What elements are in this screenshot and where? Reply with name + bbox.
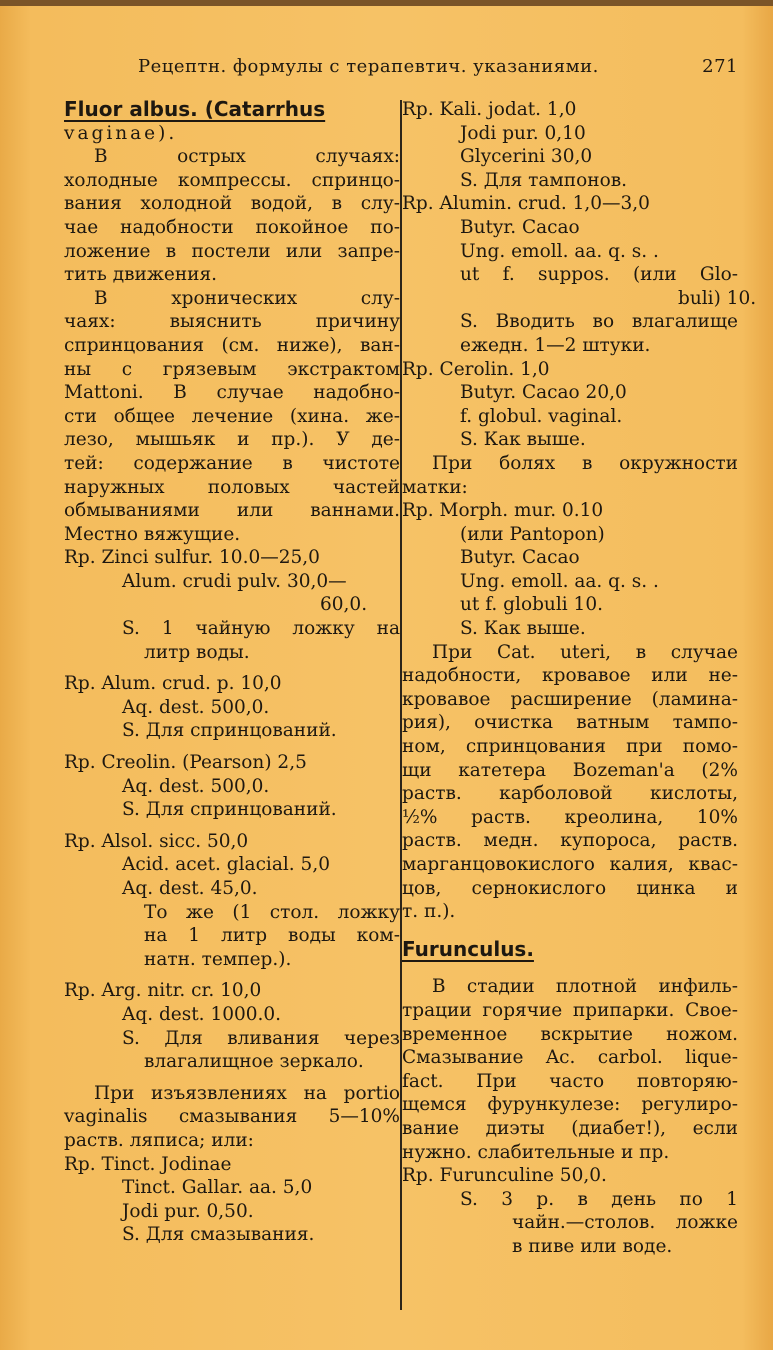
text-line: рия), очистка ватным тампо-	[402, 712, 738, 734]
running-header	[138, 56, 738, 77]
text-line: чае надобности покойное по-	[64, 216, 400, 238]
text-line: При изъязвлениях на portio	[94, 1082, 400, 1104]
text-line: (или Pantopon)	[460, 523, 605, 545]
text-line: раств. ляписа; или:	[64, 1129, 254, 1151]
text-line: Rp. Alum. crud. p. 10,0	[64, 673, 282, 695]
text-line: Aq. dest. 500,0.	[122, 696, 270, 718]
text-line: ½% раств. креолина, 10%	[402, 806, 738, 828]
section-heading: Furunculus.	[402, 936, 534, 961]
text-line: Rp. Alumin. crud. 1,0—3,0	[402, 193, 650, 215]
text-line: Ung. emoll. aa. q. s. .	[460, 240, 659, 262]
text-line: чаях: выяснить причину	[64, 311, 400, 333]
text-line: 60,0.	[320, 594, 368, 616]
text-line: В стадии плотной инфиль-	[432, 976, 738, 998]
right-column	[402, 98, 757, 1259]
text-line: fact. При часто повторяю-	[402, 1070, 738, 1092]
text-line: вания холодной водой, в слу-	[64, 193, 400, 215]
text-line: Alum. crudi pulv. 30,0—	[122, 570, 347, 592]
text-line: В хронических слу-	[94, 287, 400, 309]
text-line: щемся фурункулезе: регулиро-	[402, 1094, 738, 1116]
text-line: Aq. dest. 1000.0.	[122, 1003, 282, 1025]
text-line: кровавое расширение (ламина-	[402, 688, 738, 710]
text-line: Rp. Furunculine 50,0.	[402, 1165, 607, 1187]
text-line: Tinct. Gallar. aa. 5,0	[122, 1177, 313, 1199]
line-gap	[64, 743, 400, 751]
text-line: S. Для смазывания.	[122, 1224, 315, 1246]
text-line: Aq. dest. 500,0.	[122, 775, 270, 797]
text-line: натн. темпер.).	[144, 948, 292, 970]
text-line: То же (1 стол. ложку	[144, 901, 400, 923]
text-line: ном, спринцования при помо-	[402, 736, 738, 758]
text-line: матки:	[402, 476, 468, 498]
text-line: В острых случаях:	[94, 146, 400, 168]
text-line: наружных половых частей	[64, 476, 400, 498]
text-line: спринцования (см. ниже), ван-	[64, 334, 400, 356]
text-line: Rp. Tinct. Jodinae	[64, 1153, 232, 1175]
text-line: щи катетера Bozeman'a (2%	[402, 759, 738, 781]
text-line: S. Для вливания через	[122, 1027, 400, 1049]
section-heading: Fluor albus. (Catarrhus	[64, 97, 326, 121]
text-line: S. Как выше.	[460, 429, 586, 451]
text-line: Butyr. Cacao 20,0	[460, 382, 627, 404]
text-line: vaginae).	[64, 122, 178, 144]
left-column	[64, 98, 400, 1247]
line-gap	[402, 961, 738, 975]
text-line: ны с грязевым экстрактом	[64, 358, 400, 380]
text-line: временное вскрытие ножом.	[402, 1023, 738, 1045]
page-number: 271	[702, 56, 738, 77]
text-line: обмываниями или ваннами.	[64, 500, 400, 522]
text-line: Jodi pur. 0,50.	[122, 1200, 254, 1222]
text-line: сти общее лечение (хина. же-	[64, 405, 400, 427]
text-line: S. Для спринцований.	[122, 799, 337, 821]
text-line: Ung. emoll. aa. q. s. .	[460, 570, 659, 592]
text-line: влагалищное зеркало.	[144, 1051, 364, 1073]
text-line: Glycerini 30,0	[460, 146, 593, 168]
text-line: холодные компрессы. спринцо-	[64, 169, 400, 191]
text-line: в пиве или воде.	[512, 1235, 673, 1257]
running-title: Рецептн. формулы с терапевтич. указаниями.	[138, 56, 599, 77]
text-line: Acid. acet. glacial. 5,0	[122, 854, 330, 876]
text-line: раств. карболовой кислоты,	[402, 783, 738, 805]
text-line: Jodi pur. 0,10	[460, 122, 586, 144]
text-line: Местно вяжущие.	[64, 523, 241, 545]
text-line: vaginalis смазывания 5—10%	[64, 1106, 400, 1128]
page-top-edge	[0, 0, 773, 6]
text-line: Смазывание Ac. carbol. lique-	[402, 1047, 738, 1069]
text-line: трации горячие припарки. Свое-	[402, 999, 738, 1021]
text-line: S. Как выше.	[460, 618, 586, 640]
text-line: лезо, мышьяк и пр.). У де-	[64, 429, 400, 451]
line-gap	[64, 1074, 400, 1082]
text-line: марганцовокислого калия, квас-	[402, 854, 738, 875]
text-line: нужно. слабительные и пр.	[402, 1141, 670, 1163]
text-line: Rp. Cerolin. 1,0	[402, 358, 550, 380]
text-line: тей: содержание в чистоте	[64, 452, 400, 474]
text-line: Rp. Morph. mur. 0.10	[402, 500, 604, 522]
text-line: на 1 литр воды ком-	[144, 925, 400, 947]
text-line: Aq. dest. 45,0.	[122, 878, 258, 899]
text-line: ложение в постели или запре-	[64, 240, 400, 262]
text-line: надобности, кровавое или не-	[402, 665, 738, 687]
text-line: При болях в окружности	[432, 452, 738, 474]
text-line: вание диэты (диабет!), если	[402, 1117, 738, 1139]
text-line: f. globul. vaginal.	[460, 405, 623, 427]
text-line: При Cat. uteri, в случае	[432, 641, 738, 663]
text-line: ut f. suppos. (или Glo-	[460, 264, 738, 286]
text-line: тить движения.	[64, 264, 218, 286]
text-line: ut f. globuli 10.	[460, 594, 603, 616]
text-line: Rp. Kali. jodat. 1,0	[402, 99, 577, 120]
text-line: S. 1 чайную ложку на	[122, 618, 400, 640]
text-line: Rp. Zinci sulfur. 10.0—25,0	[64, 547, 320, 569]
text-line: S. Вводить во влагалище	[460, 311, 738, 333]
text-line: Butyr. Cacao	[460, 547, 580, 569]
text-line: т. п.).	[402, 901, 456, 923]
text-line: цов, сернокислого цинка и	[402, 877, 738, 899]
line-gap	[402, 924, 738, 938]
text-line: раств. медн. купороса, раств.	[402, 830, 738, 852]
text-line: Butyr. Cacao	[460, 216, 580, 238]
text-line: buli) 10.	[678, 287, 757, 309]
text-line: Rp. Arg. nitr. cr. 10,0	[64, 980, 262, 1002]
line-gap	[64, 822, 400, 830]
text-line: Mattoni. В случае надобно-	[64, 382, 400, 404]
text-line: S. Для спринцований.	[122, 720, 337, 742]
line-gap	[64, 664, 400, 672]
line-gap	[64, 971, 400, 979]
text-line: Rp. Alsol. sicc. 50,0	[64, 830, 249, 852]
text-line: литр воды.	[144, 641, 250, 663]
text-line: S. Для тампонов.	[460, 169, 628, 191]
text-line: Rp. Creolin. (Pearson) 2,5	[64, 752, 307, 774]
text-line: чайн.—столов. ложке	[512, 1212, 738, 1234]
text-line: ежедн. 1—2 штуки.	[460, 334, 651, 356]
text-line: S. 3 р. в день по 1	[460, 1188, 738, 1210]
